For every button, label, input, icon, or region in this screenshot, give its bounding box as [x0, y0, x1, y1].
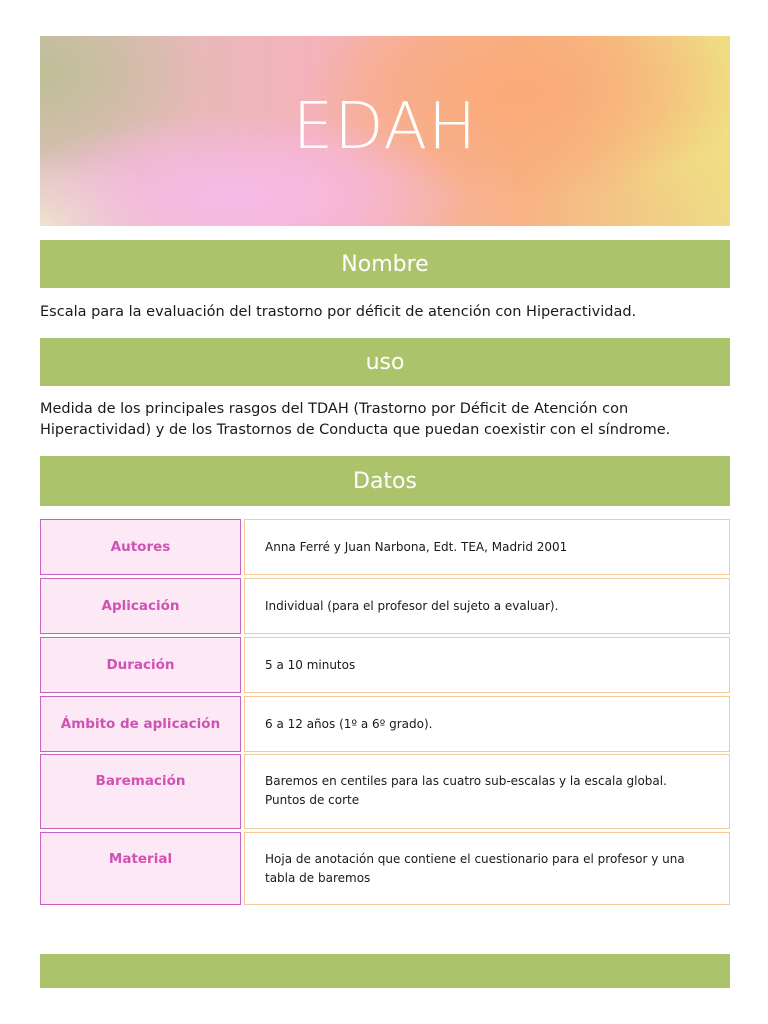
row-label: Material	[40, 832, 241, 905]
row-label: Baremación	[40, 754, 241, 829]
hero-banner	[40, 36, 730, 226]
row-value: Baremos en centiles para las cuatro sub-escalas y la escala global. Puntos de corte	[244, 754, 730, 829]
section-heading: Datos	[353, 468, 417, 494]
page-title: EDAH	[292, 90, 478, 164]
nombre-text: Escala para la evaluación del trastorno por déficit de atención con Hiperactividad.	[40, 304, 637, 320]
row-value: Hoja de anotación que contiene el cuestionario para el profesor y una tabla de baremos	[244, 832, 730, 905]
table-row	[40, 637, 730, 693]
row-value: Anna Ferré y Juan Narbona, Edt. TEA, Madrid 2001	[244, 519, 730, 575]
section-heading: Nombre	[341, 251, 429, 277]
section-header-nombre	[40, 240, 730, 288]
row-label: Autores	[40, 519, 241, 575]
row-label: Duración	[40, 637, 241, 693]
footer-band	[40, 954, 730, 988]
row-value: 6 a 12 años (1º a 6º grado).	[244, 696, 730, 752]
row-value: Individual (para el profesor del sujeto a evaluar).	[244, 578, 730, 634]
table-row	[40, 754, 730, 829]
table-row	[40, 832, 730, 905]
table-row	[40, 519, 730, 575]
section-heading: uso	[365, 349, 405, 375]
row-label: Ámbito de aplicación	[40, 696, 241, 752]
section-header-datos	[40, 456, 730, 506]
uso-text: Medida de los principales rasgos del TDAH (Trastorno por Déficit de Atención con Hiperactividad) y de los Trastornos de Conducta que puedan coexistir con el síndrome.	[40, 401, 671, 438]
row-value: 5 a 10 minutos	[244, 637, 730, 693]
row-label: Aplicación	[40, 578, 241, 634]
table-row	[40, 578, 730, 634]
section-header-uso	[40, 338, 730, 386]
table-row	[40, 696, 730, 752]
